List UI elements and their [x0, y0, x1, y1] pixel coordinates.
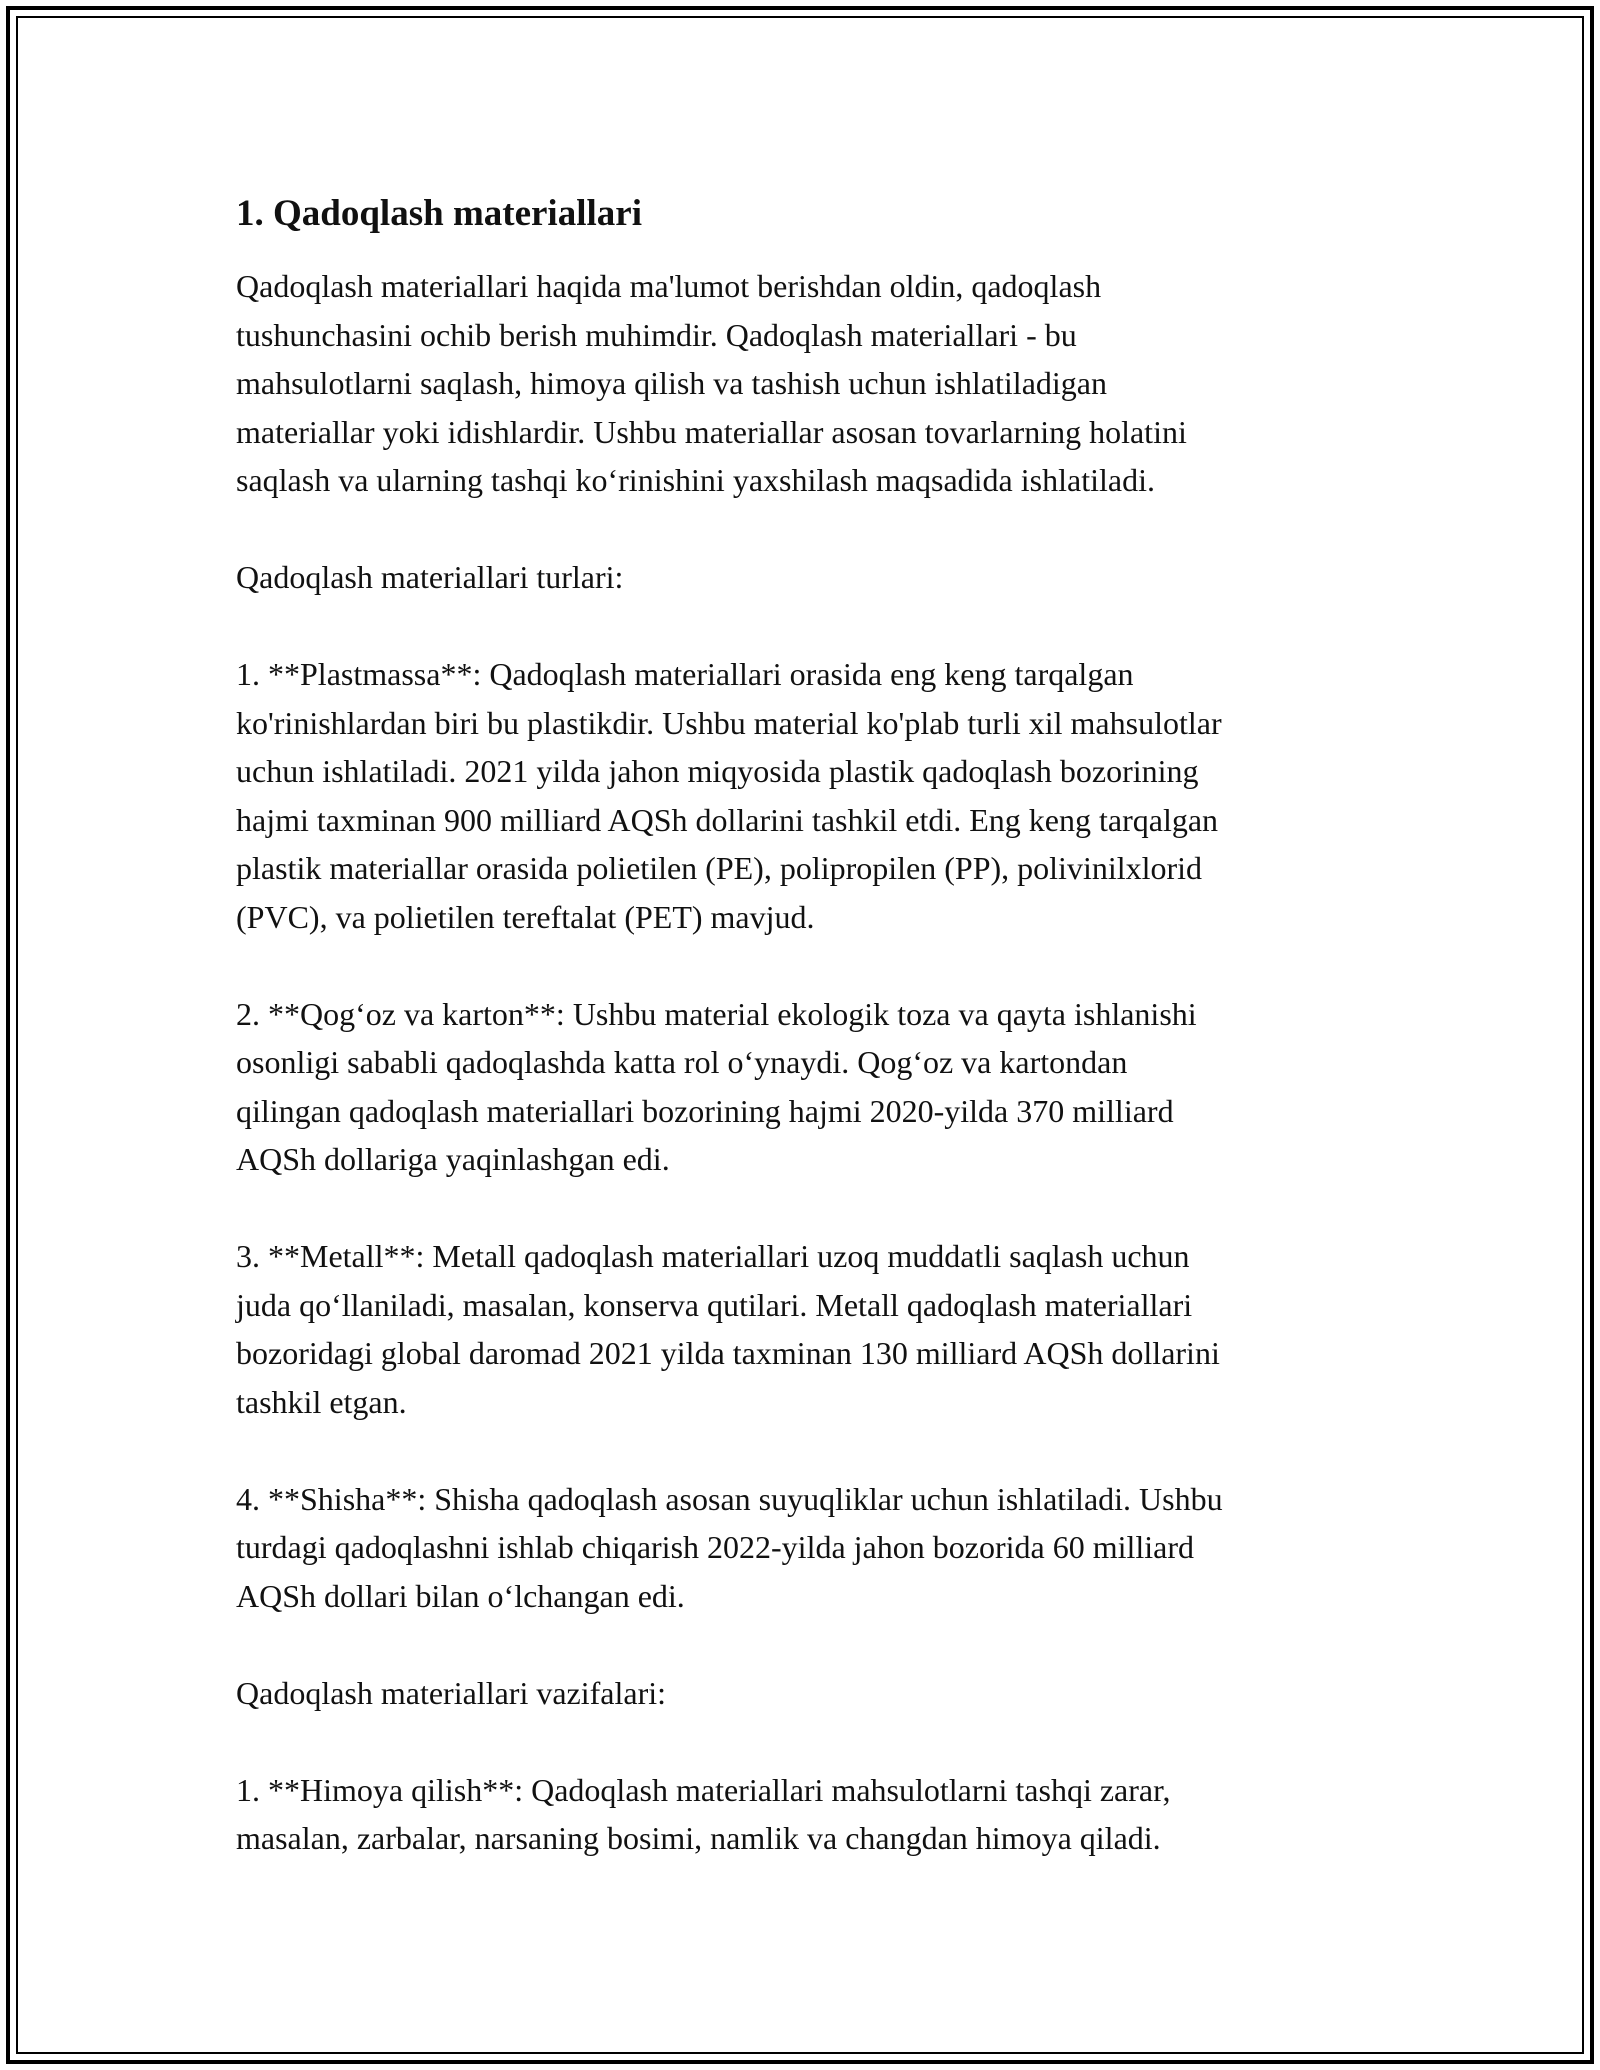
- types-subheading: Qadoqlash materiallari turlari:: [236, 559, 624, 595]
- paragraph-spacer: [236, 941, 1386, 990]
- list-item-metal: 3. **Metall**: Metall qadoqlash materiallari uzoq muddatli saqlash uchun juda qo‘llaniladi, masalan, konserva qutilari. Metall qadoqlash materiallari bozoridagi global daromad 2021 yilda taxminan 130 milliard AQSh dollarini tashkil etgan.: [236, 1238, 1220, 1420]
- paragraph-spacer: [236, 602, 1386, 651]
- paragraph-spacer: [236, 1184, 1386, 1233]
- list-item-paper: 2. **Qog‘oz va karton**: Ushbu material ekologik toza va qayta ishlanishi osonligi sababli qadoqlashda katta rol o‘ynaydi. Qog‘oz va kartondan qilingan qadoqlash materiallari bozorining hajmi 2020-yilda 370 milliard AQSh dollariga yaqinlashgan edi.: [236, 995, 1197, 1177]
- list-item-glass: 4. **Shisha**: Shisha qadoqlash asosan suyuqliklar uchun ishlatiladi. Ushbu turdagi qadoqlashni ishlab chiqarish 2022-yilda jahon bozorida 60 milliard AQSh dollari bilan o‘lchangan edi.: [236, 1480, 1223, 1614]
- section-heading: 1. Qadoqlash materiallari: [236, 193, 642, 234]
- paragraph-spacer: [236, 505, 1386, 554]
- list-item-protection: 1. **Himoya qilish**: Qadoqlash materiallari mahsulotlarni tashqi zarar, masalan, zarbalar, narsaning bosimi, namlik va changdan himoya qiladi.: [236, 1771, 1171, 1856]
- document-body: [236, 188, 1386, 1863]
- functions-subheading: Qadoqlash materiallari vazifalari:: [236, 1674, 667, 1711]
- intro-paragraph: Qadoqlash materiallari haqida ma'lumot berishdan oldin, qadoqlash tushunchasini ochib berish muhimdir. Qadoqlash materiallari - bu mahsulotlarni saqlash, himoya qilish va tashish uchun ishlatiladigan materiallar yoki idishlardir. Ushbu materiallar asosan tovarlarning holatini saqlash va ularning tashqi ko‘rinishini yaxshilash maqsadida ishlatiladi.: [236, 268, 1187, 498]
- paragraph-spacer: [236, 1426, 1386, 1475]
- paragraph-spacer: [236, 1717, 1386, 1766]
- list-item-plastic: 1. **Plastmassa**: Qadoqlash materiallari orasida eng keng tarqalgan ko'rinishlardan biri bu plastikdir. Ushbu material ko'plab turli xil mahsulotlar uchun ishlatiladi. 2021 yilda jahon miqyosida plastik qadoqlash bozorining hajmi taxminan 900 milliard AQSh dollarini tashkil etdi. Eng keng tarqalgan plastik materiallar orasida polietilen (PE), polipropilen (PP), polivinilxlorid (PVC), va polietilen tereftalat (PET) mavjud.: [236, 656, 1222, 935]
- paragraph-spacer: [236, 1620, 1386, 1669]
